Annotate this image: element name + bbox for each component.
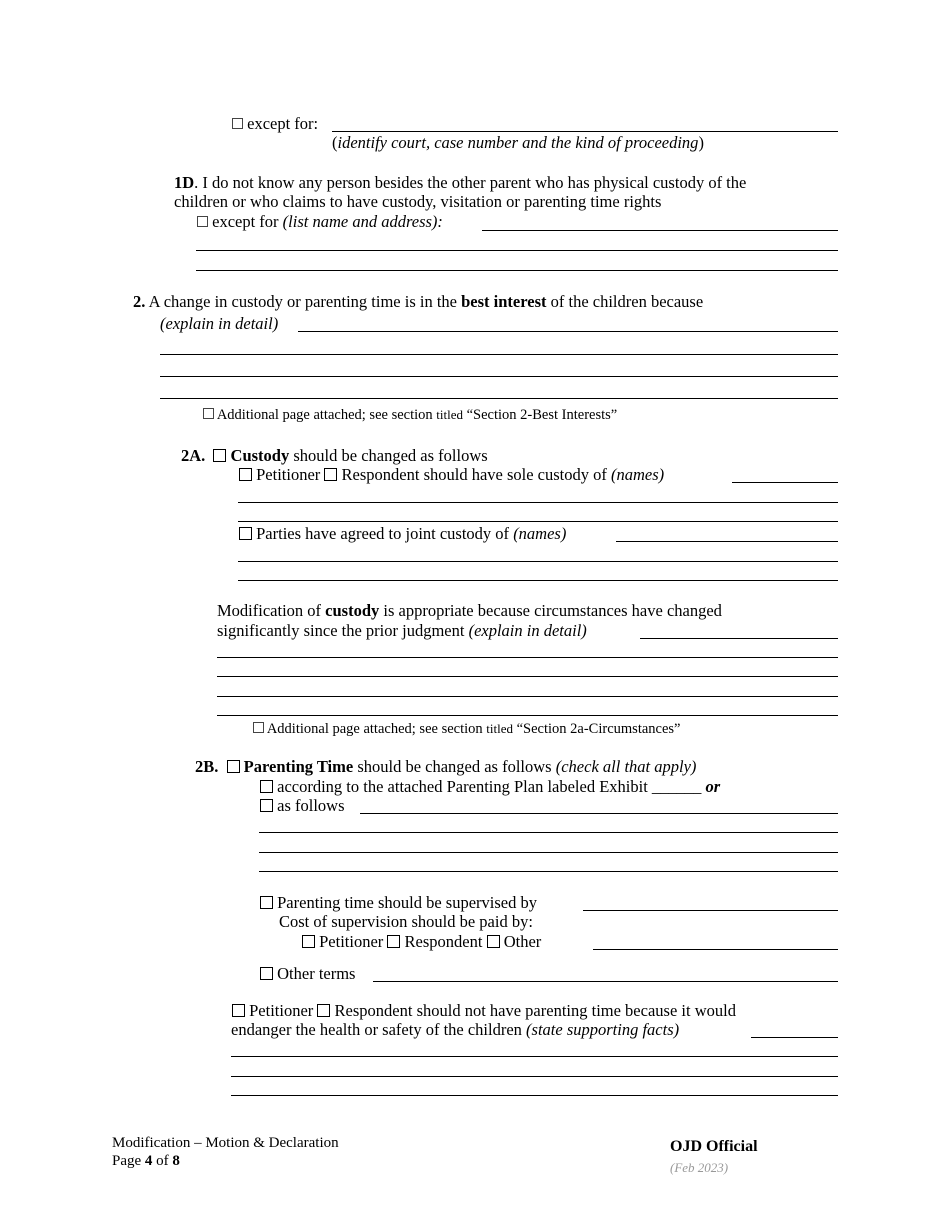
section-2-fill-line[interactable] (298, 331, 838, 332)
custody-checkbox[interactable] (213, 449, 226, 462)
exhibit-checkbox[interactable] (260, 780, 273, 793)
section-1d-fill-line[interactable] (196, 250, 838, 251)
sole-custody-row: Petitioner Respondent should have sole custody of (names) (239, 465, 664, 484)
no-parenting-time-fill-line[interactable] (751, 1037, 838, 1038)
modification-text: Modification of custody is appropriate because circumstances have changed (217, 601, 722, 620)
section-1d-except-checkbox[interactable] (197, 216, 208, 227)
as-follows-fill-line[interactable] (360, 813, 838, 814)
section-2-fill-line[interactable] (160, 376, 838, 377)
sole-custody-petitioner-checkbox[interactable] (239, 468, 252, 481)
sole-custody-fill-line[interactable] (238, 502, 838, 503)
modification-text-line2: significantly since the prior judgment (explain in detail) (217, 621, 587, 640)
as-follows-fill-line[interactable] (259, 871, 838, 872)
except-for-checkbox[interactable] (232, 118, 243, 129)
joint-custody-row: Parties have agreed to joint custody of (names) (239, 524, 566, 543)
as-follows-checkbox[interactable] (260, 799, 273, 812)
sole-custody-respondent-checkbox[interactable] (324, 468, 337, 481)
no-parenting-time-row: Petitioner Respondent should not have parenting time because it would (232, 1001, 736, 1020)
modification-fill-line[interactable] (217, 696, 838, 697)
joint-custody-fill-line[interactable] (616, 541, 838, 542)
exhibit-row: according to the attached Parenting Plan labeled Exhibit ______ or (260, 777, 720, 796)
section-2a-attached-checkbox[interactable] (253, 722, 264, 733)
section-1d-text: 1D. I do not know any person besides the other parent who has physical custody of the (174, 173, 747, 192)
except-for-row (232, 114, 318, 133)
cost-payer-row: Petitioner Respondent Other (302, 932, 541, 951)
except-for-caption: (identify court, case number and the kind of proceeding) (332, 133, 704, 152)
cost-other-fill-line[interactable] (593, 949, 838, 950)
no-pt-respondent-checkbox[interactable] (317, 1004, 330, 1017)
supervised-checkbox[interactable] (260, 896, 273, 909)
as-follows-fill-line[interactable] (259, 852, 838, 853)
section-2-attached-checkbox[interactable] (203, 408, 214, 419)
modification-fill-line[interactable] (217, 715, 838, 716)
section-1d-fill-line[interactable] (196, 270, 838, 271)
parenting-time-checkbox[interactable] (227, 760, 240, 773)
no-parenting-time-fill-line[interactable] (231, 1056, 838, 1057)
footer-form-title: Modification – Motion & Declaration (112, 1135, 339, 1151)
supervised-row: Parenting time should be supervised by (260, 893, 537, 912)
cost-respondent-checkbox[interactable] (387, 935, 400, 948)
no-parenting-time-fill-line[interactable] (231, 1076, 838, 1077)
section-2a-attached-row: Additional page attached; see section titled “Section 2a-Circumstances” (253, 719, 680, 739)
cost-label: Cost of supervision should be paid by: (279, 912, 533, 931)
cost-other-checkbox[interactable] (487, 935, 500, 948)
footer-date: (Feb 2023) (670, 1160, 729, 1175)
sole-custody-fill-line[interactable] (732, 482, 838, 483)
cost-petitioner-checkbox[interactable] (302, 935, 315, 948)
no-pt-petitioner-checkbox[interactable] (232, 1004, 245, 1017)
modification-fill-line[interactable] (217, 676, 838, 677)
other-terms-checkbox[interactable] (260, 967, 273, 980)
no-parenting-time-line2: endanger the health or safety of the children (state supporting facts) (231, 1020, 680, 1039)
except-for-label: except for: (247, 114, 319, 133)
section-2-fill-line[interactable] (160, 398, 838, 399)
other-terms-row: Other terms (260, 964, 355, 983)
supervised-fill-line[interactable] (583, 910, 838, 911)
as-follows-row: as follows (260, 796, 345, 815)
footer-official: OJD Official (670, 1138, 758, 1155)
modification-fill-line[interactable] (640, 638, 838, 639)
except-for-fill-line[interactable] (332, 131, 838, 132)
other-terms-fill-line[interactable] (373, 981, 838, 982)
section-2b-header: 2B. Parenting Time should be changed as follows (check all that apply) (195, 757, 697, 776)
section-2-text: 2. A change in custody or parenting time is in the best interest of the children because (133, 292, 704, 311)
section-1d-fill-line[interactable] (482, 230, 838, 231)
section-2-fill-line[interactable] (160, 354, 838, 355)
section-1d-text-line2: children or who claims to have custody, visitation or parenting time rights (174, 192, 662, 211)
joint-custody-fill-line[interactable] (238, 561, 838, 562)
no-parenting-time-fill-line[interactable] (231, 1095, 838, 1096)
section-2-attached-row: Additional page attached; see section titled “Section 2-Best Interests” (203, 405, 617, 425)
section-2-hint: (explain in detail) (160, 314, 279, 333)
sole-custody-fill-line[interactable] (238, 521, 838, 522)
footer-page-number: Page 4 of 8 (112, 1153, 180, 1169)
section-1d-except-row: except for (list name and address): (197, 212, 443, 231)
section-2a-header: 2A. Custody should be changed as follows (181, 446, 488, 465)
as-follows-fill-line[interactable] (259, 832, 838, 833)
joint-custody-checkbox[interactable] (239, 527, 252, 540)
modification-fill-line[interactable] (217, 657, 838, 658)
joint-custody-fill-line[interactable] (238, 580, 838, 581)
